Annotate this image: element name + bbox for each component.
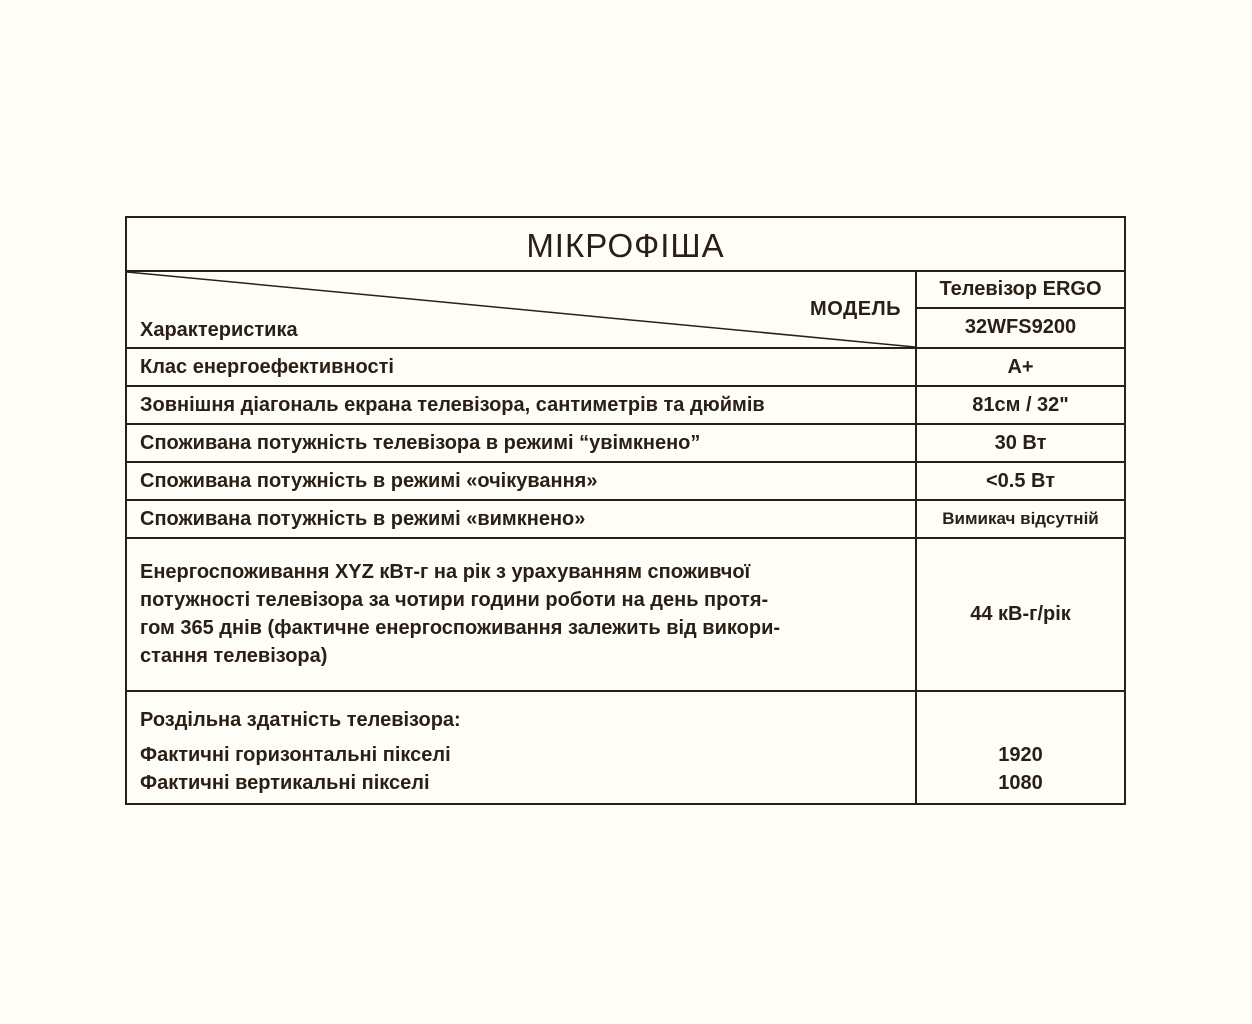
row-label: Клас енергоефективності [127, 349, 917, 385]
model-label: МОДЕЛЬ [810, 298, 901, 320]
row-value: <0.5 Вт [985, 469, 1055, 492]
table-row [127, 349, 1124, 387]
vertical-pixels-label: Фактичні вертикальні пікселі [140, 772, 430, 794]
vertical-pixels-value: 1080 [998, 772, 1043, 794]
microfiche-table [125, 216, 1126, 805]
resolution-label-cell [127, 692, 917, 803]
row-value: A+ [1007, 355, 1034, 378]
energy-line: гом 365 днів (фактичне енергоспоживання залежить від викори- [140, 617, 781, 639]
resolution-heading: Роздільна здатність телевізора: [140, 709, 461, 731]
resolution-row [127, 692, 1124, 803]
row-label: Зовнішня діагональ екрана телевізора, сантиметрів та дюймів [127, 387, 917, 423]
table-header [127, 272, 1124, 349]
table-row [127, 387, 1124, 425]
table-row [127, 425, 1124, 463]
energy-value: 44 кВ-г/рік [970, 603, 1071, 625]
characteristic-label: Характеристика [140, 319, 298, 341]
header-model-cell [917, 272, 1124, 347]
row-label: Споживана потужність в режимі «вимкнено» [127, 501, 917, 537]
model-code: 32WFS9200 [964, 316, 1077, 338]
horizontal-pixels-value: 1920 [998, 744, 1043, 766]
energy-row [127, 539, 1124, 692]
energy-line: Енергоспоживання XYZ кВт-г на рік з урахуванням споживчої [140, 561, 751, 583]
header-left-cell [127, 272, 917, 347]
table-title: МІКРОФІША [127, 218, 1124, 272]
resolution-value-cell [917, 692, 1124, 803]
row-value: 30 Вт [994, 431, 1047, 454]
row-value: Вимикач відсутній [942, 509, 1099, 528]
row-label: Споживана потужність телевізора в режимі “увімкнено” [127, 425, 917, 461]
table-row [127, 463, 1124, 501]
energy-line: стання телевізора) [140, 645, 328, 667]
row-value: 81см / 32" [972, 393, 1069, 416]
table-row [127, 501, 1124, 539]
energy-label [127, 539, 917, 690]
row-label: Споживана потужність в режимі «очікування» [127, 463, 917, 499]
model-name: Телевізор ERGO [917, 272, 1124, 309]
horizontal-pixels-label: Фактичні горизонтальні пікселі [140, 744, 451, 766]
energy-line: потужності телевізора за чотири години роботи на день протя- [140, 589, 769, 611]
